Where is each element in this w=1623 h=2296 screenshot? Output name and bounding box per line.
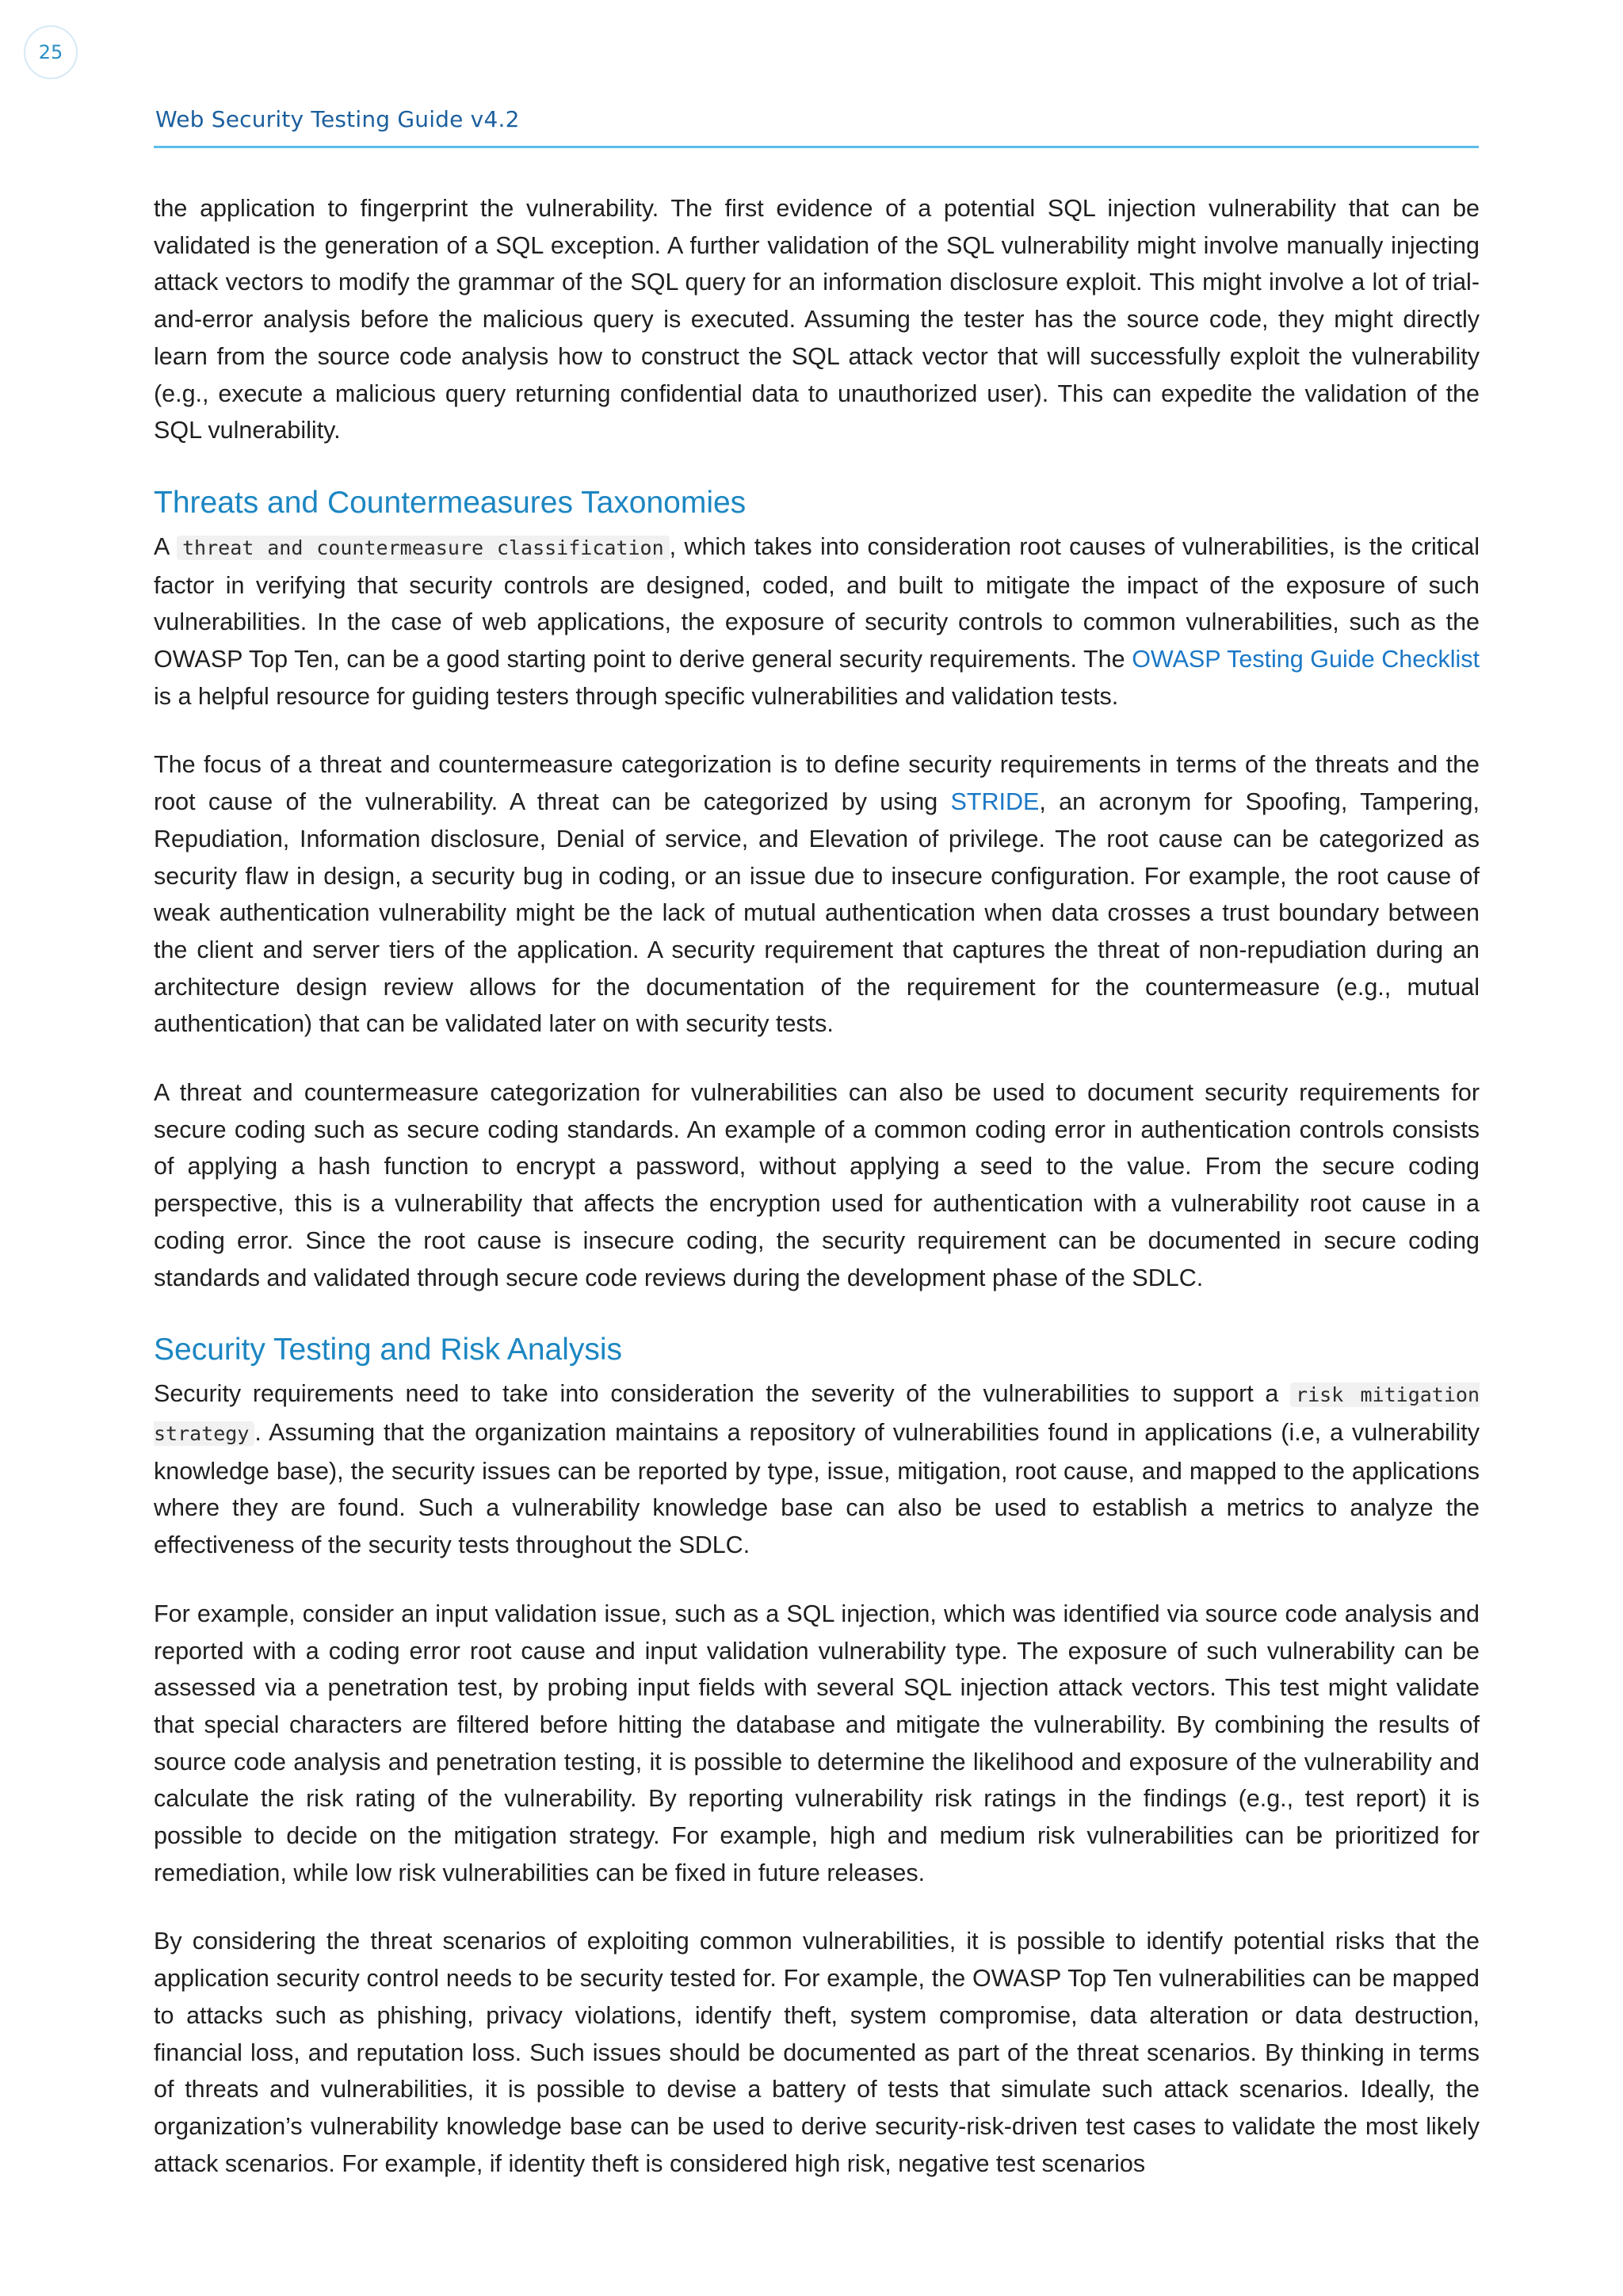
text-run: . Assuming that the organization maintains a repository of vulnerabilities found in applications (i.e, a vulnerability knowledge base), the security issues can be reported by type, issue, mitigation, root cause, and mapped to the applications where they are found. Such a vulnerability knowledge base can also be used to establish a metrics to analyze the effectiveness of the security tests throughout the SDLC.: [154, 1418, 1480, 1559]
threats-paragraph-1: [154, 528, 1480, 715]
stride-link[interactable]: STRIDE: [950, 788, 1040, 816]
threats-paragraph-3: A threat and countermeasure categorization for vulnerabilities can also be used to document security requirements for secure coding such as secure coding standards. An example of a common coding error in authentication controls consists of applying a hash function to encrypt a password, without applying a seed to the value. From the secure coding perspective, this is a vulnerability that affects the encryption used for authentication with a vulnerability root cause in a coding error. Since the root cause is insecure coding, the security requirement can be documented in secure coding standards and validated through secure code reviews during the development phase of the SDLC.: [154, 1079, 1480, 1291]
threats-paragraph-2: [154, 746, 1480, 1043]
inline-code: threat and countermeasure classification: [177, 536, 670, 560]
page-number: 25: [38, 41, 63, 63]
page-number-badge: [24, 25, 78, 79]
text-run: Security requirements need to take into consideration the severity of the vulnerabilities to support a: [154, 1380, 1291, 1408]
owasp-checklist-link[interactable]: OWASP Testing Guide Checklist: [1132, 646, 1480, 673]
running-title: Web Security Testing Guide v4.2: [155, 106, 520, 132]
text-run: A: [154, 532, 177, 560]
intro-paragraph: the application to fingerprint the vulnerability. The first evidence of a potential SQL injection vulnerability that can be validated is the generation of a SQL exception. A further validation of the SQL vulnerability might involve manually injecting attack vectors to modify the grammar of the SQL query for an information disclosure exploit. This might involve a lot of trial-and-error analysis before the malicious query is executed. Assuming the tester has the source code, they might directly learn from the source code analysis how to construct the SQL attack vector that will successfully exploit the vulnerability (e.g., execute a malicious query returning confidential data to unauthorized user). This can expedite the validation of the SQL vulnerability.: [154, 195, 1480, 444]
section-heading-threats: Threats and Countermeasures Taxonomies: [154, 485, 747, 520]
risk-paragraph-1: [154, 1375, 1480, 1564]
header-divider: [154, 146, 1479, 148]
inline-code: risk mitigation strategy: [154, 1383, 1480, 1445]
text-run: is a helpful resource for guiding testers through specific vulnerabilities and validation tests.: [154, 682, 1119, 710]
page-body: [154, 190, 1480, 2214]
risk-paragraph-2: For example, consider an input validation issue, such as a SQL injection, which was identified via source code analysis and reported with a coding error root cause and input validation vulnerability type. The exposure of such vulnerability can be assessed via a penetration test, by probing input fields with several SQL injection attack vectors. This test might validate that special characters are filtered before hitting the database and mitigate the vulnerability. By combining the results of source code analysis and penetration testing, it is possible to determine the likelihood and exposure of the vulnerability and calculate the risk rating of the vulnerability. By reporting vulnerability risk ratings in the findings (e.g., test report) it is possible to decide on the mitigation strategy. For example, high and medium risk vulnerabilities can be prioritized for remediation, while low risk vulnerabilities can be fixed in future releases.: [154, 1600, 1480, 1886]
text-run: The focus of a threat and countermeasure categorization is to define security requirements in terms of the threats and the root cause of the vulnerability. A threat can be categorized by using: [154, 751, 1480, 816]
text-run: , which takes into consideration root causes of vulnerabilities, is the critical factor in verifying that security controls are designed, coded, and built to mitigate the impact of the exposure of such vulnerabilities. In the case of web applications, the exposure of security controls to common vulnerabilities, such as the OWASP Top Ten, can be a good starting point to derive general security requirements. The: [154, 532, 1480, 673]
risk-paragraph-3: By considering the threat scenarios of exploiting common vulnerabilities, it is possible to identify potential risks that the application security control needs to be security tested for. For example, the OWASP Top Ten vulnerabilities can be mapped to attacks such as phishing, privacy violations, identify theft, system compromise, data alteration or data destruction, financial loss, and reputation loss. Such issues should be documented as part of the threat scenarios. By thinking in terms of threats and vulnerabilities, it is possible to devise a battery of tests that simulate such attack scenarios. Ideally, the organization’s vulnerability knowledge base can be used to derive security-risk-driven test cases to validate the most likely attack scenarios. For example, if identity theft is considered high risk, negative test scenarios: [154, 1928, 1480, 2177]
text-run: , an acronym for Spoofing, Tampering, Repudiation, Information disclosure, Denial of service, and Elevation of privilege. The root cause can be categorized as security flaw in design, a security bug in coding, or an issue due to insecure configuration. For example, the root cause of weak authentication vulnerability might be the lack of mutual authentication when data crosses a trust boundary between the client and server tiers of the application. A security requirement that captures the threat of non-repudiation during an architecture design review allows for the documentation of the requirement for the countermeasure (e.g., mutual authentication) that can be validated later on with security tests.: [154, 788, 1480, 1038]
section-heading-risk: Security Testing and Risk Analysis: [154, 1333, 623, 1367]
